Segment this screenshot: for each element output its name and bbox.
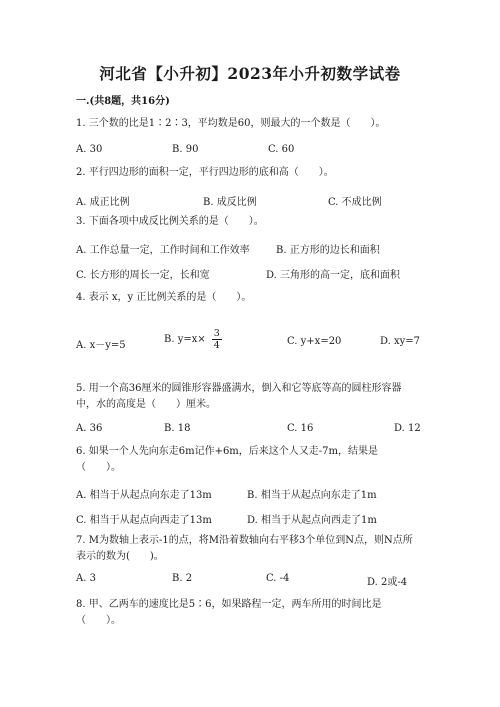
question-8: 8. 甲、乙两车的速度比是5∶6，如果路程一定，两车所用的时间比是（ ）。 xyxy=(76,599,382,626)
q6-option-d[interactable]: D. 相当于从起点向西走了1m xyxy=(247,515,377,526)
question-3: 3. 下面各项中成反比例关系的是（ ）。 xyxy=(76,216,264,227)
q4-option-a[interactable]: A. x－y=5 xyxy=(76,340,126,351)
exam-title: 河北省【小升初】2023年小升初数学试卷 xyxy=(99,64,401,83)
q5-option-a[interactable]: A. 36 xyxy=(76,423,103,434)
three-quarters-fraction xyxy=(212,328,222,351)
q5-option-c[interactable]: C. 16 xyxy=(287,423,314,434)
question-6: 6. 如果一个人先向东走6m记作+6m，后来这个人又走-7m，结果是（ ）。 xyxy=(76,446,379,473)
q6-option-a[interactable]: A. 相当于从起点向东走了13m xyxy=(76,490,212,501)
q4-option-d[interactable]: D. xy=7 xyxy=(380,336,421,347)
q6-option-b[interactable]: B. 相当于从起点向东走了1m xyxy=(247,490,377,501)
q3-option-c[interactable]: C. 长方形的周长一定，长和宽 xyxy=(76,270,210,281)
q1-option-b[interactable]: B. 90 xyxy=(172,144,199,155)
question-2: 2. 平行四边形的面积一定，平行四边形的底和高（ ）。 xyxy=(76,167,334,178)
q4-option-b-label: B. y=x× xyxy=(164,334,206,345)
q7-option-a[interactable]: A. 3 xyxy=(76,573,96,584)
q3-option-d[interactable]: D. 三角形的高一定，底和面积 xyxy=(266,270,401,281)
q7-option-c[interactable]: C. -4 xyxy=(266,573,290,584)
question-1: 1. 三个数的比是1∶2∶3，平均数是60，则最大的一个数是（ ）。 xyxy=(76,118,386,129)
question-7: 7. M为数轴上表示-1的点，将M沿着数轴向右平移3个单位到N点，则N点所表示的数为( )。 xyxy=(76,535,413,562)
q2-option-c[interactable]: C. 不成比例 xyxy=(328,197,382,208)
q4-option-b[interactable] xyxy=(164,328,222,351)
q4-option-c[interactable]: C. y+x=20 xyxy=(287,336,342,347)
q2-option-a[interactable]: A. 成正比例 xyxy=(76,197,130,208)
fraction-numerator: 3 xyxy=(213,328,220,339)
q6-option-c[interactable]: C. 相当于从起点向西走了13m xyxy=(76,515,212,526)
q3-option-a[interactable]: A. 工作总量一定，工作时间和工作效率 xyxy=(76,245,250,256)
q5-option-d[interactable]: D. 12 xyxy=(394,423,421,434)
question-4: 4. 表示 x，y 正比例关系的是（ ）。 xyxy=(76,292,252,303)
q1-option-a[interactable]: A. 30 xyxy=(76,144,103,155)
q7-option-b[interactable]: B. 2 xyxy=(172,573,193,584)
fraction-denominator: 4 xyxy=(213,340,220,351)
q5-option-b[interactable]: B. 18 xyxy=(164,423,191,434)
q1-option-c[interactable]: C. 60 xyxy=(268,144,295,155)
q3-option-b[interactable]: B. 正方形的边长和面积 xyxy=(276,245,380,256)
section-header: 一.(共8题，共16分) xyxy=(76,96,170,107)
question-5: 5. 用一个高36厘米的圆锥形容器盛满水，倒入和它等底等高的圆柱形容器中，水的高度是（ ）厘米。 xyxy=(76,383,402,410)
q7-option-d[interactable]: D. 2或-4 xyxy=(367,577,408,588)
q2-option-b[interactable]: B. 成反比例 xyxy=(203,197,257,208)
